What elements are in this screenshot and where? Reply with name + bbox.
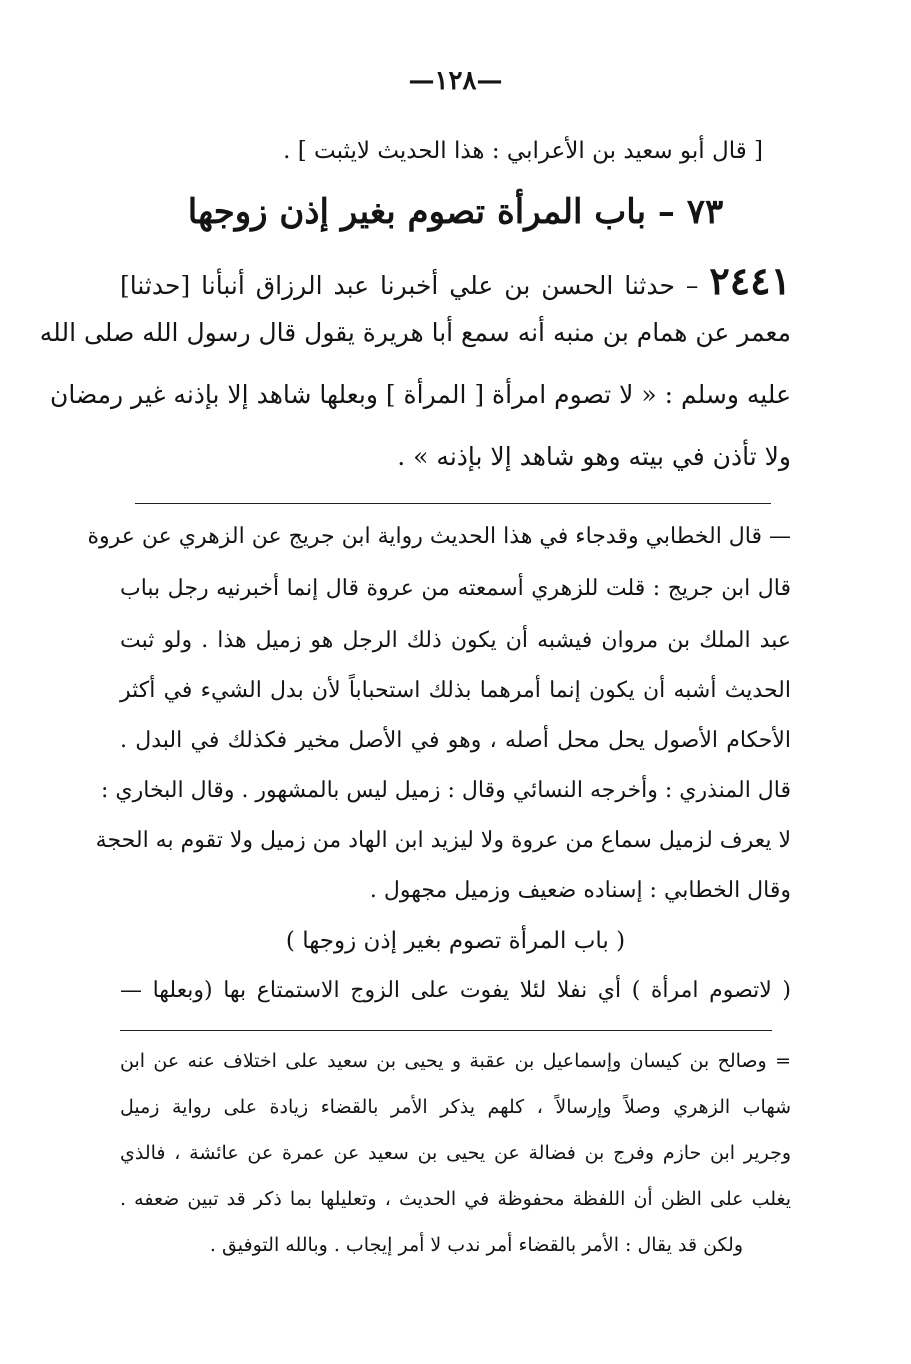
commentary-line: عبد الملك بن مروان فيشبه أن يكون ذلك الرجل هو زميل هذا . ولو ثبت (120, 628, 791, 653)
footnote-line: = وصالح بن كيسان وإسماعيل بن عقبة و يحيى بن سعيد على اختلاف عنه عن ابن (120, 1050, 791, 1072)
commentary-line: ( لاتصوم امرأة ) أي نفلا لئلا يفوت على الزوج الاستمتاع بها (وبعلها — (120, 978, 791, 1003)
hadith-line-1 (120, 258, 791, 303)
page-number: —١٢٨— (408, 66, 503, 96)
commentary-line: وقال الخطابي : إسناده ضعيف وزميل مجهول . (369, 878, 791, 903)
footnote-divider (120, 1030, 772, 1031)
intro-note: [ قال أبو سعيد بن الأعرابي : هذا الحديث لايثبت ] . (283, 138, 763, 164)
commentary-divider (135, 503, 771, 504)
footnote-line: وجرير ابن حازم وفرج بن فضالة عن يحيى بن سعيد عن عمرة عن عائشة ، فالذي (120, 1142, 791, 1164)
hadith-number: ٢٤٤١ (709, 258, 791, 303)
commentary-subheading: ( باب المرأة تصوم بغير إذن زوجها ) (285, 928, 626, 954)
commentary-line: لا يعرف لزميل سماع من عروة ولا ليزيد ابن الهاد من زميل ولا تقوم به الحجة (95, 828, 791, 853)
commentary-line: الأحكام الأصول يحل محل أصله ، وهو في الأصل مخير فكذلك في البدل . (120, 728, 791, 753)
commentary-line: قال ابن جريج : قلت للزهري أسمعته من عروة قال إنما أخبرنيه رجل بباب (120, 576, 791, 601)
hadith-line-4: ولا تأذن في بيته وهو شاهد إلا بإذنه » . (397, 442, 791, 471)
footnote-line: يغلب على الظن أن اللفظة محفوظة في الحديث ، وتعليلها بما ذكر قد تبين ضعفه . (120, 1188, 791, 1210)
footnote-line: شهاب الزهري وصلاً وإرسالاً ، كلهم يذكر الأمر بالقضاء زيادة على رواية زميل (120, 1096, 791, 1118)
hadith-line-2: معمر عن همام بن منبه أنه سمع أبا هريرة يقول قال رسول الله صلى الله (39, 318, 791, 347)
chapter-heading: ٧٣ – باب المرأة تصوم بغير إذن زوجها (187, 192, 724, 232)
commentary-line: قال المنذري : وأخرجه النسائي وقال : زميل ليس بالمشهور . وقال البخاري : (101, 778, 791, 803)
hadith-line-3: عليه وسلم : « لا تصوم امرأة [ المرأة ] وبعلها شاهد إلا بإذنه غير رمضان (49, 380, 791, 409)
commentary-line: — قال الخطابي وقدجاء في هذا الحديث رواية ابن جريج عن الزهري عن عروة (87, 524, 791, 549)
hadith-line-1-text: – حدثنا الحسن بن علي أخبرنا عبد الرزاق أنبأنا [حدثنا] (120, 271, 699, 300)
commentary-line: الحديث أشبه أن يكون إنما أمرهما بذلك استحباباً لأن بدل الشيء في أكثر (120, 678, 791, 703)
footnote-line: ولكن قد يقال : الأمر بالقضاء أمر ندب لا أمر إيجاب . وبالله التوفيق . (209, 1234, 743, 1256)
